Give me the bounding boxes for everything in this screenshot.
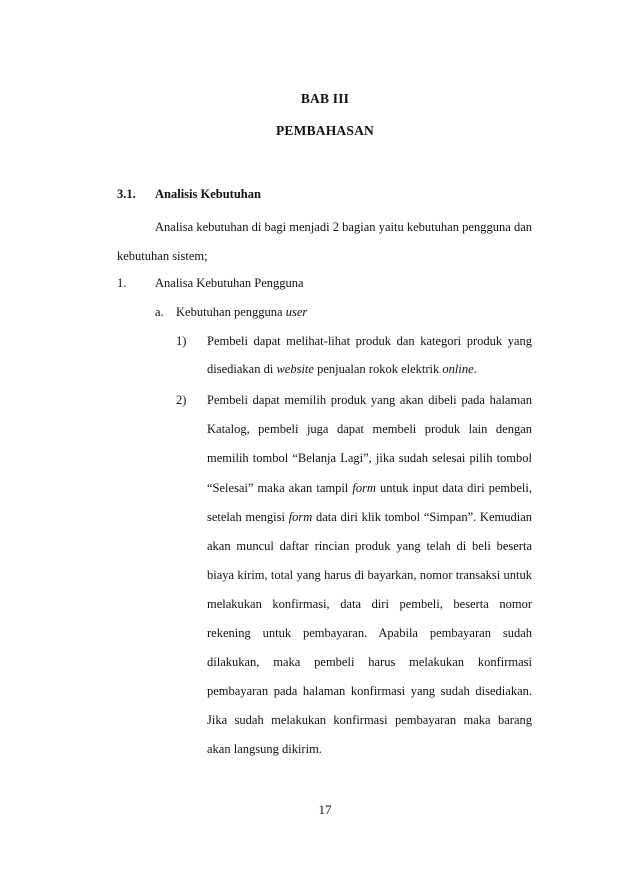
- item2-line-13: akan langsung dikirim.: [207, 742, 322, 756]
- item-number-1: 1): [176, 334, 187, 348]
- item1-line-2-d: online: [442, 362, 474, 376]
- section-number: 3.1.: [117, 187, 136, 201]
- chapter-heading: BAB III: [300, 91, 350, 106]
- item2-line-9: rekening untuk pembayaran. Apabila pembayaran sudah: [207, 626, 532, 640]
- page-number: 17: [318, 802, 332, 817]
- item2-line-12: Jika sudah melakukan konfirmasi pembayaran maka barang: [207, 713, 532, 727]
- item2-line-10: dilakukan, maka pembeli harus melakukan konfirmasi: [207, 655, 532, 669]
- item1-line-2-b: website: [276, 362, 314, 376]
- sub-item-a-text: Kebutuhan pengguna: [176, 305, 286, 319]
- item2-line-11: pembayaran pada halaman konfirmasi yang sudah disediakan.: [207, 684, 532, 698]
- chapter-title: PEMBAHASAN: [275, 123, 374, 138]
- intro-line-2: kebutuhan sistem;: [117, 249, 208, 263]
- item2-line-4-c: untuk input data diri pembeli,: [375, 481, 532, 495]
- list-number-1: 1.: [117, 276, 127, 290]
- item1-line-2-c: penjualan rokok elektrik: [313, 362, 443, 376]
- item2-line-4: [207, 481, 532, 496]
- item2-line-5: [207, 510, 532, 525]
- sub-item-a-italic: user: [285, 305, 308, 319]
- item2-line-4-b: form: [352, 481, 376, 495]
- item2-line-8: melakukan konfirmasi, data diri pembeli, beserta nomor: [207, 597, 532, 611]
- item2-line-4-a: “Selesai” maka akan tampil: [207, 481, 353, 495]
- item1-line-1: Pembeli dapat melihat-lihat produk dan kategori produk yang: [207, 334, 532, 348]
- item-number-2: 2): [176, 393, 187, 407]
- item1-line-2: [207, 362, 477, 377]
- item1-line-2-e: .: [473, 362, 477, 376]
- list-title-1: Analisa Kebutuhan Pengguna: [155, 276, 304, 290]
- item2-line-5-a: setelah mengisi: [207, 510, 289, 524]
- item2-line-2: Katalog, pembeli juga dapat membeli produk lain dengan: [207, 422, 532, 436]
- item2-line-6: akan muncul daftar rincian produk yang telah di beli beserta: [207, 539, 532, 553]
- intro-line-1: Analisa kebutuhan di bagi menjadi 2 bagian yaitu kebutuhan pengguna dan: [155, 220, 532, 234]
- item2-line-5-b: form: [288, 510, 313, 524]
- item2-line-5-c: data diri klik tombol “Simpan”. Kemudian: [312, 510, 533, 524]
- item2-line-3: memilih tombol “Belanja Lagi”, jika sudah selesai pilih tombol: [207, 451, 532, 465]
- item1-line-2-a: disediakan di: [207, 362, 277, 376]
- sub-item-a: [176, 305, 307, 320]
- item2-line-1: Pembeli dapat memilih produk yang akan dibeli pada halaman: [207, 393, 532, 407]
- item2-line-7: biaya kirim, total yang harus di bayarkan, nomor transaksi untuk: [207, 568, 532, 582]
- section-title: Analisis Kebutuhan: [155, 187, 261, 201]
- sub-letter-a: a.: [155, 305, 164, 319]
